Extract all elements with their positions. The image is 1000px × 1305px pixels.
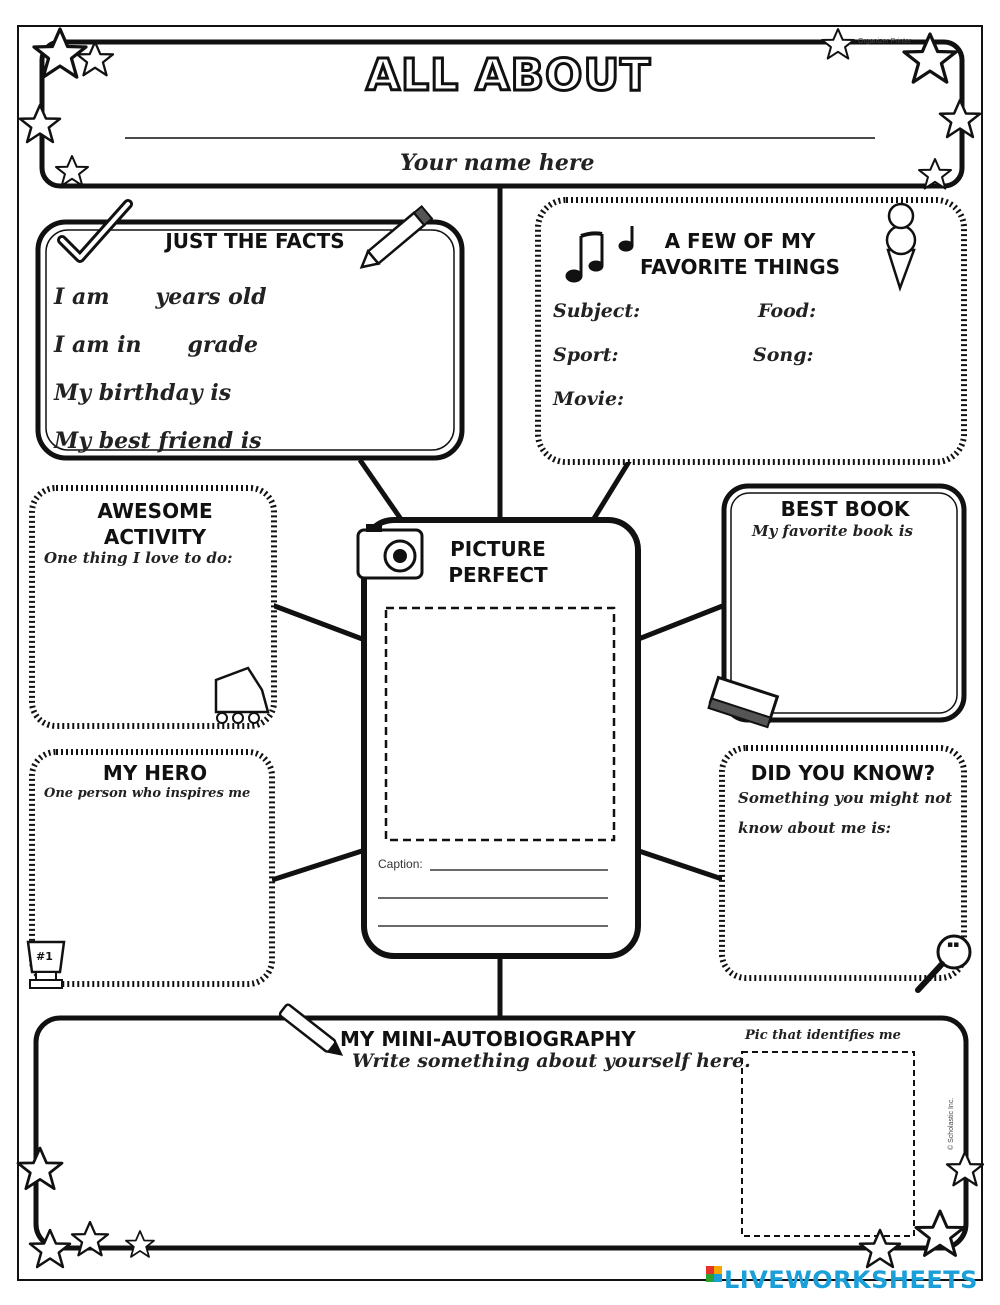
favorite-sport[interactable]: Sport:	[553, 344, 619, 366]
activity-heading-line2: ACTIVITY	[103, 525, 207, 549]
book-prompt[interactable]: My favorite book is	[752, 522, 913, 540]
hero-prompt[interactable]: One person who inspires me	[44, 786, 251, 801]
picture-heading-line2: PERFECT	[448, 563, 548, 587]
facts-line-age[interactable]: I am years old	[54, 284, 267, 310]
favorite-subject[interactable]: Subject:	[553, 300, 641, 322]
caption-label[interactable]: Caption:	[378, 857, 423, 871]
picture-heading	[428, 536, 568, 588]
page-title: ALL ABOUT	[366, 50, 652, 101]
did-you-know-heading: DID YOU KNOW?	[750, 761, 936, 785]
did-you-know-prompt-line2[interactable]: know about me is:	[738, 819, 892, 837]
trophy-label: #1	[36, 950, 53, 963]
trophy-icon	[28, 942, 64, 988]
activity-heading	[60, 498, 250, 550]
facts-line-grade[interactable]: I am in grade	[54, 332, 259, 358]
activity-prompt[interactable]: One thing I love to do:	[44, 549, 233, 567]
activity-heading-line1: AWESOME	[97, 499, 213, 523]
facts-line-birthday[interactable]: My birthday is	[54, 380, 232, 406]
facts-heading: JUST THE FACTS	[165, 229, 345, 253]
did-you-know-prompt-line1[interactable]: Something you might not	[738, 789, 953, 807]
favorites-heading-line1: A FEW OF MY	[664, 229, 816, 253]
favorites-heading	[620, 228, 860, 280]
name-placeholder[interactable]: Your name here	[400, 150, 595, 176]
pic-label[interactable]: Pic that identifies me	[745, 1028, 901, 1043]
autobiography-heading: MY MINI-AUTOBIOGRAPHY	[340, 1027, 636, 1051]
picture-heading-line1: PICTURE	[450, 537, 546, 561]
facts-line-best-friend[interactable]: My best friend is	[54, 428, 262, 454]
autobiography-prompt[interactable]: Write something about yourself here.	[352, 1050, 751, 1072]
liveworksheets-brand[interactable]: LIVEWORKSHEETS	[724, 1266, 978, 1294]
copyright-note: © Scholastic Inc.	[948, 1097, 955, 1150]
favorite-food[interactable]: Food:	[758, 300, 817, 322]
favorites-heading-line2: FAVORITE THINGS	[639, 255, 841, 279]
publisher-note: Organizer Printer	[858, 38, 912, 45]
hero-heading: MY HERO	[102, 761, 208, 785]
book-heading: BEST BOOK	[780, 497, 910, 521]
favorite-song[interactable]: Song:	[753, 344, 814, 366]
liveworksheets-logo-icon	[706, 1266, 722, 1282]
favorite-movie[interactable]: Movie:	[553, 388, 625, 410]
camera-icon	[358, 524, 422, 578]
magnifier-label: ▪▪	[947, 940, 960, 950]
